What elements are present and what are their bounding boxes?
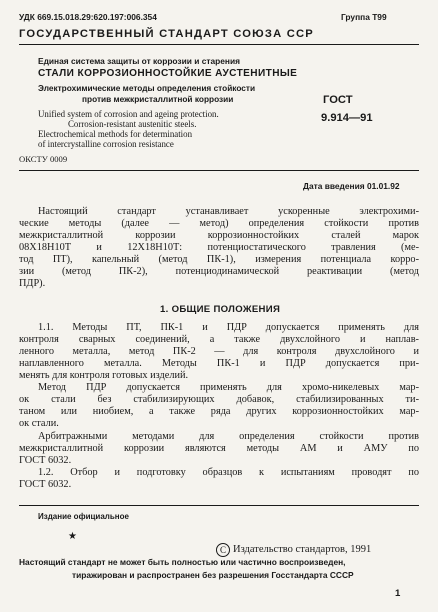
english-title-line-3: Electrochemical methods for determination <box>38 129 193 139</box>
clause-1-1 <box>19 322 419 382</box>
clause-line: ГОСТ 6032. <box>19 479 72 490</box>
clause-line: контроля сварных соединений, а также двухслойного и наплав- <box>19 334 419 345</box>
intro-line: ПДР). <box>19 278 46 289</box>
effective-date: Дата введения 01.01.92 <box>303 181 400 191</box>
arbitration-paragraph <box>19 431 419 467</box>
clause-line: ленного металла, метод ПК-2 — для контроля двухслойного и <box>19 346 419 357</box>
system-name: Единая система защиты от коррозии и старения <box>38 56 240 66</box>
intro-line: зии (метод ПК-2), потенциодинамической реактивации (метод <box>19 266 419 277</box>
title-divider <box>19 170 419 171</box>
gost-number: 9.914—91 <box>321 112 373 124</box>
udk-code: УДК 669.15.018.29:620.197:006.354 <box>19 12 157 22</box>
clause-1-2 <box>19 467 419 491</box>
english-title-line-1: Unified system of corrosion and ageing protection. <box>38 109 219 119</box>
clause-line: 1.1. Методы ПТ, ПК-1 и ПДР допускается применять для <box>38 322 419 333</box>
clause-line: 1.2. Отбор и подготовку образцов к испытаниям проводят по <box>38 467 419 478</box>
paragraph-line: ок стали. <box>19 418 59 429</box>
intro-line: 08Х18Н10Т и 12Х18Н10Т: потенциостатического травления (ме- <box>19 242 419 253</box>
english-title-line-4: of intercrystalline corrosion resistance <box>38 139 174 149</box>
copyright-text: Издательство стандартов, 1991 <box>233 544 372 555</box>
english-title-line-2: Corrosion-resistant austenitic steels. <box>68 119 197 129</box>
paragraph-line: ГОСТ 6032. <box>19 455 72 466</box>
footer-divider <box>19 505 419 506</box>
paragraph-line: Метод ПДР допускается применять для хромо-никелевых мар- <box>38 382 419 393</box>
group-code: Группа T99 <box>341 12 387 22</box>
page-number: 1 <box>395 588 401 599</box>
intro-line: Настоящий стандарт устанавливает ускоренные электрохими- <box>38 206 419 217</box>
official-edition-label: Издание официальное <box>38 512 129 521</box>
header-divider <box>19 44 419 45</box>
intro-line: тод ПТ), капельный (метод ПК-1), измерения потенциала корро- <box>19 254 419 265</box>
reproduction-notice-line-2: тиражирован и распространен без разрешения Госстандарта СССР <box>72 570 354 580</box>
reproduction-notice-line-1: Настоящий стандарт не может быть полностью или частично воспроизведен, <box>19 557 346 567</box>
paragraph-line: таном или ниобием, а также ряда других коррозионностойких мар- <box>19 406 419 417</box>
copyright-line <box>216 543 371 557</box>
star-icon: ★ <box>68 531 77 542</box>
paragraph-line: межкристаллитной коррозии являются методы АМ и АМУ по <box>19 443 419 454</box>
intro-line: межкристаллитной коррозии коррозионностойких сталей марок <box>19 230 419 241</box>
intro-paragraph <box>19 206 419 290</box>
paragraph-line: ок стали без стабилизирующих добавок, стабилизированных ти- <box>19 394 419 405</box>
section-heading: 1. ОБЩИЕ ПОЛОЖЕНИЯ <box>160 304 281 315</box>
document-title: СТАЛИ КОРРОЗИОННОСТОЙКИЕ АУСТЕНИТНЫЕ <box>38 68 298 79</box>
gost-label: ГОСТ <box>323 94 353 106</box>
council-heading: ГОСУДАРСТВЕННЫЙ СТАНДАРТ СОЮЗА ССР <box>19 28 314 40</box>
paragraph-line: Арбитражными методами для определения стойкости против <box>38 431 419 442</box>
subtitle-line-2: против межкристаллитной коррозии <box>82 94 234 104</box>
okstu-code: ОКСТУ 0009 <box>19 154 68 164</box>
intro-line: ческие методы (далее — метод) определения стойкости против <box>19 218 419 229</box>
clause-line: менять для контроля готовых изделий. <box>19 370 189 381</box>
clause-line: наплавленного металла. Методы ПК-1 и ПДР допускается при- <box>19 358 419 369</box>
subtitle-line-1: Электрохимические методы определения стойкости <box>38 83 256 93</box>
pdr-paragraph <box>19 382 419 430</box>
copyright-icon: C <box>216 543 230 557</box>
